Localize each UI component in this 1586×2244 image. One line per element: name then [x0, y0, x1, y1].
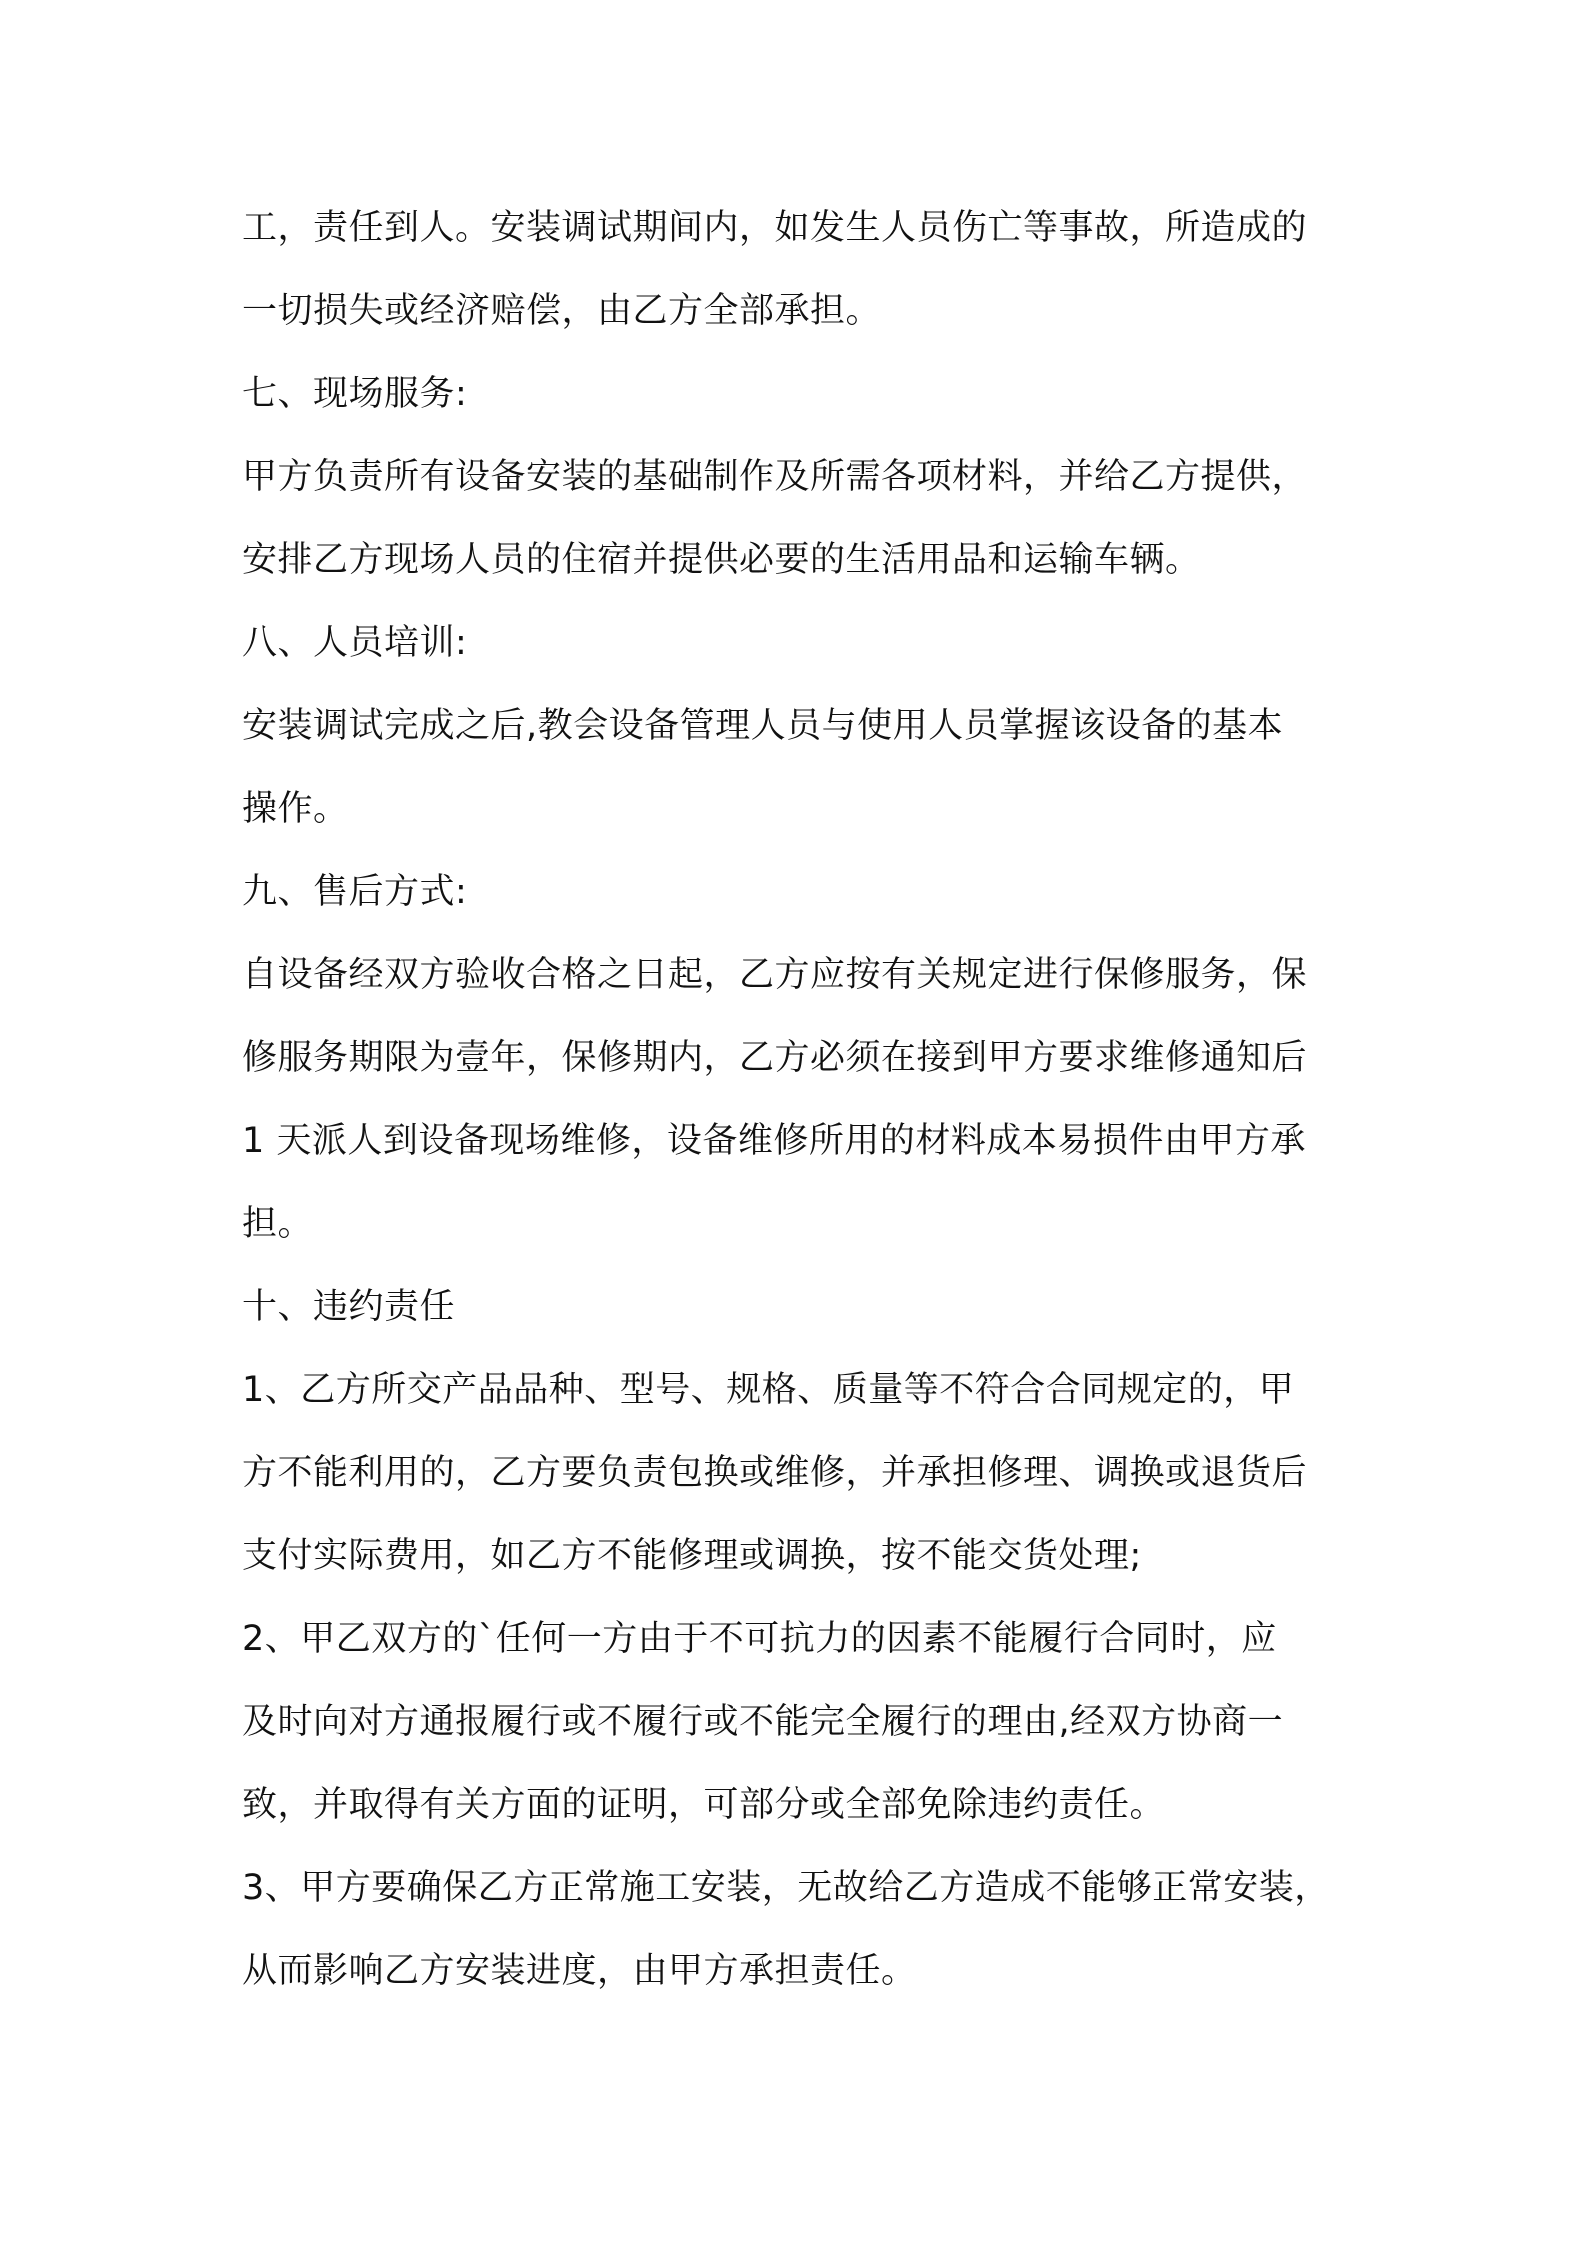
- text-line: 3、甲方要确保乙方正常施工安装，无故给乙方造成不能够正常安装，: [242, 1868, 1330, 1908]
- text-line: 甲方负责所有设备安装的基础制作及所需各项材料，并给乙方提供，: [242, 457, 1308, 497]
- text-line: 1、乙方所交产品品种、型号、规格、质量等不符合合同规定的，甲: [242, 1370, 1295, 1410]
- text-line: 支付实际费用，如乙方不能修理或调换，按不能交货处理;: [242, 1536, 1142, 1576]
- text-line: 从而影响乙方安装进度，由甲方承担责任。: [242, 1951, 917, 1991]
- text-line: 工，责任到人。安装调试期间内，如发生人员伤亡等事故，所造成的: [242, 208, 1308, 248]
- text-line: 致，并取得有关方面的证明，可部分或全部免除违约责任。: [242, 1785, 1166, 1825]
- text-line: 1 天派人到设备现场维修，设备维修所用的材料成本易损件由甲方承: [242, 1121, 1306, 1161]
- text-line: 及时向对方通报履行或不履行或不能完全履行的理由,经双方协商一: [242, 1702, 1284, 1742]
- text-line: 2、甲乙双方的`任何一方由于不可抗力的因素不能履行合同时，应: [242, 1619, 1277, 1659]
- text-line: 修服务期限为壹年，保修期内，乙方必须在接到甲方要求维修通知后: [242, 1038, 1308, 1078]
- text-line: 一切损失或经济赔偿，由乙方全部承担。: [242, 291, 882, 331]
- section-heading: 八、人员培训:: [242, 623, 468, 663]
- text-line: 自设备经双方验收合格之日起，乙方应按有关规定进行保修服务，保: [242, 955, 1308, 995]
- text-line: 安排乙方现场人员的住宿并提供必要的生活用品和运输车辆。: [242, 540, 1201, 580]
- text-line: 担。: [242, 1204, 314, 1244]
- section-heading: 七、现场服务:: [242, 374, 468, 414]
- text-line: 方不能利用的，乙方要负责包换或维修，并承担修理、调换或退货后: [242, 1453, 1308, 1493]
- text-line: 安装调试完成之后,教会设备管理人员与使用人员掌握该设备的基本: [242, 706, 1284, 746]
- section-heading: 十、违约责任: [242, 1287, 456, 1327]
- section-heading: 九、售后方式:: [242, 872, 468, 912]
- text-line: 操作。: [242, 789, 349, 829]
